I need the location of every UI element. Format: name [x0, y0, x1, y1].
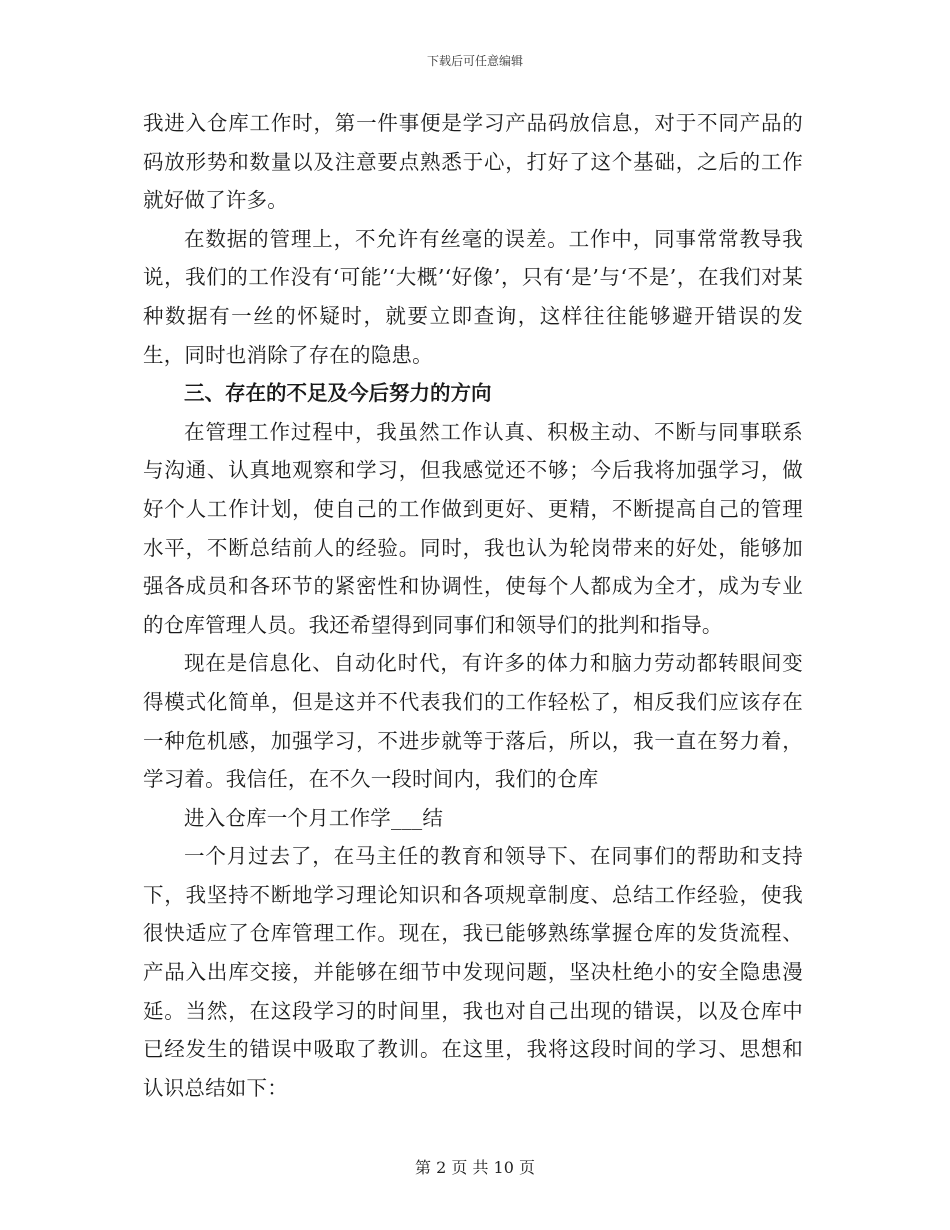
document-subtitle: 进入仓库一个月工作学___结 — [184, 805, 444, 830]
document-body — [143, 104, 803, 1107]
paragraph-data-management: 在数据的管理上，不允许有丝毫的误差。工作中，同事常常教导我说，我们的工作没有‘可能’‘大概’‘好像’，只有‘是’与‘不是’，在我们对某种数据有一丝的怀疑时，就要立即查询，这样往往能够避开错误的发生，同时也消除了存在的隐患。 — [143, 226, 803, 367]
page-header: 下载后可任意编辑 — [426, 54, 523, 68]
paragraph-warehouse-intro: 我进入仓库工作时，第一件事便是学习产品码放信息，对于不同产品的码放形势和数量以及注意要点熟悉于心，打好了这个基础，之后的工作就好做了许多。 — [143, 111, 803, 213]
section-heading-shortcomings: 三、存在的不足及今后努力的方向 — [184, 381, 492, 406]
paragraph-information-age: 现在是信息化、自动化时代，有许多的体力和脑力劳动都转眼间变得模式化简单，但是这并不代表我们的工作轻松了，相反我们应该存在一种危机感，加强学习，不进步就等于落后，所以，我一直在努力着，学习着。我信任，在不久一段时间内，我们的仓库 — [143, 651, 803, 792]
paragraph-management-work: 在管理工作过程中，我虽然工作认真、积极主动、不断与同事联系与沟通、认真地观察和学习，但我感觉还不够；今后我将加强学习，做好个人工作计划，使自己的工作做到更好、更精，不断提高自己的管理水平，不断总结前人的经验。同时，我也认为轮岗带来的好处，能够加强各成员和各环节的紧密性和协调性，使每个人都成为全才，成为专业的仓库管理人员。我还希望得到同事们和领导们的批判和指导。 — [143, 419, 803, 637]
paragraph-one-month-summary: 一个月过去了，在马主任的教育和领导下、在同事们的帮助和支持下，我坚持不断地学习理论知识和各项规章制度、总结工作经验，使我很快适应了仓库管理工作。现在，我已能够熟练掌握仓库的发货流程、产品入出库交接，并能够在细节中发现问题，坚决杜绝小的安全隐患漫延。当然，在这段学习的时间里，我也对自己出现的错误，以及仓库中已经发生的错误中吸取了教训。在这里，我将这段时间的学习、思想和认识总结如下： — [143, 844, 803, 1100]
page-number-footer: 第 2 页 共 10 页 — [415, 1158, 535, 1177]
